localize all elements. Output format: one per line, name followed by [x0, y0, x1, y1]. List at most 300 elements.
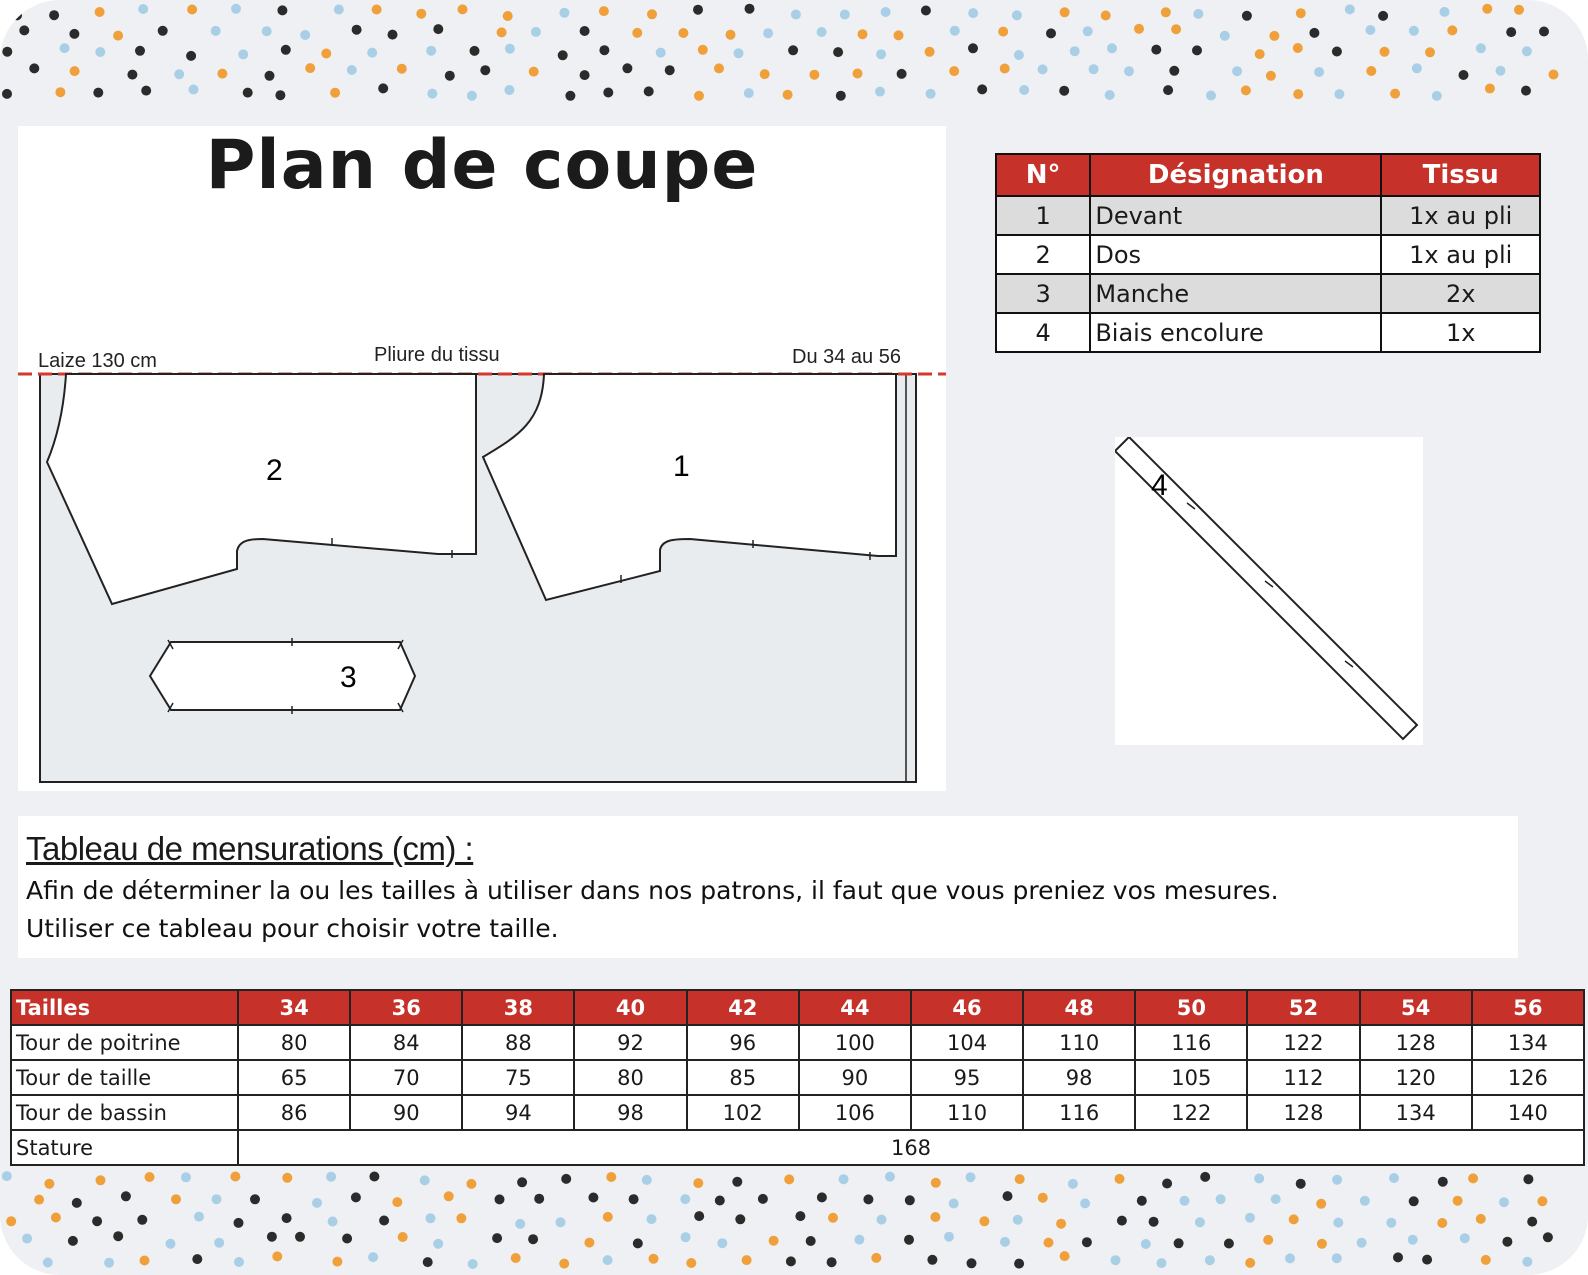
value-cell: 122 [1247, 1025, 1359, 1060]
piece-fabric-cell: 1x au pli [1381, 196, 1540, 235]
decor-dot [1134, 24, 1144, 34]
table-row [11, 1025, 1584, 1060]
decor-dot [1245, 1213, 1255, 1223]
decor-dot [927, 1255, 937, 1265]
decor-dot [211, 26, 221, 36]
value-cell: 92 [574, 1025, 686, 1060]
decor-dot [806, 1236, 816, 1246]
decor-dot [1447, 25, 1457, 35]
decor-dot [875, 87, 885, 97]
piece-num-cell: 4 [996, 313, 1090, 352]
decor-dot [1365, 25, 1375, 35]
value-cell: 98 [1023, 1060, 1135, 1095]
piece-name-cell: Biais encolure [1090, 313, 1381, 352]
decor-dot [397, 64, 407, 74]
decor-dot [921, 6, 931, 16]
decor-dot [897, 69, 907, 79]
decor-dot [529, 67, 539, 77]
decor-dot [352, 25, 362, 35]
header-designation: Désignation [1090, 154, 1381, 196]
decor-dot [1522, 46, 1532, 56]
decor-dot [1174, 1238, 1184, 1248]
decor-dot [693, 5, 703, 15]
decor-dot [1485, 84, 1495, 94]
decor-dot [714, 63, 724, 73]
decor-dot [1380, 47, 1390, 57]
decor-dot [998, 27, 1008, 37]
decor-dot [378, 83, 388, 93]
decor-dot [528, 1234, 538, 1244]
value-cell: 126 [1472, 1060, 1584, 1095]
decor-dot [734, 48, 744, 58]
decor-dot [212, 1194, 222, 1204]
decor-dot [647, 1214, 657, 1224]
decor-dot [1195, 1217, 1205, 1227]
header-tailles: Tailles [11, 990, 238, 1025]
value-cell: 110 [911, 1095, 1023, 1130]
value-cell: 134 [1360, 1095, 1472, 1130]
decor-dot [1232, 66, 1242, 76]
decor-dot [681, 1232, 691, 1242]
decor-dot [1083, 26, 1093, 36]
decor-dot [1101, 11, 1111, 21]
decor-dot [1151, 45, 1161, 55]
decor-dot [217, 69, 227, 79]
decor-dot [930, 1212, 940, 1222]
decor-dot [786, 1256, 796, 1266]
decor-dot [22, 1234, 32, 1244]
decor-dot [49, 10, 59, 20]
value-cell: 112 [1247, 1060, 1359, 1095]
decor-dot [1514, 5, 1524, 15]
label-size-range: Du 34 au 56 [792, 346, 901, 368]
decor-dot [715, 1196, 725, 1206]
plan-title: Plan de coupe [205, 126, 759, 205]
decor-dot [2, 47, 12, 57]
decor-dot [1537, 1196, 1547, 1206]
decor-dot [1059, 86, 1069, 96]
decor-dot [92, 1216, 102, 1226]
measurements-title: Tableau de mensurations (cm) : [26, 830, 474, 867]
decor-dot [342, 1234, 352, 1244]
decor-dot [104, 1258, 114, 1268]
decor-dot [1105, 90, 1115, 100]
decor-dot [113, 31, 123, 41]
decor-dot [1070, 46, 1080, 56]
decor-dot [347, 65, 357, 75]
value-cell: 75 [462, 1060, 574, 1095]
decor-dot [735, 1214, 745, 1224]
decor-dot [420, 1175, 430, 1185]
decor-dot [742, 1255, 752, 1265]
decor-dot [34, 1195, 44, 1205]
decor-dot [1293, 89, 1303, 99]
decor-dot [565, 91, 575, 101]
value-cell: 80 [574, 1060, 686, 1095]
decor-dot [1521, 86, 1531, 96]
decor-dot [433, 24, 443, 34]
decor-dot [694, 91, 704, 101]
decor-dot [1012, 10, 1022, 20]
decor-dot [769, 1236, 779, 1246]
decor-dot [192, 1254, 202, 1264]
piece-fabric-cell: 1x [1381, 313, 1540, 352]
decor-dot [763, 28, 773, 38]
decor-dot [265, 71, 275, 81]
value-cell: 128 [1247, 1095, 1359, 1130]
decor-dot [904, 1235, 914, 1245]
decor-dot [1360, 1196, 1370, 1206]
decor-dot [1438, 1177, 1448, 1187]
decor-dot [1220, 31, 1230, 41]
decor-dot [96, 1175, 106, 1185]
decor-dot [1014, 1259, 1024, 1269]
decor-dot [968, 43, 978, 53]
decor-dot [642, 1175, 652, 1185]
decor-dot [456, 1213, 466, 1223]
decor-dot [556, 1217, 566, 1227]
value-cell: 90 [350, 1095, 462, 1130]
piece-fabric-cell: 2x [1381, 274, 1540, 313]
decor-dot [135, 46, 145, 56]
decor-dot [2, 1251, 12, 1261]
decor-dot [1082, 1237, 1092, 1247]
decor-dot [717, 1238, 727, 1248]
decor-dot [334, 5, 344, 15]
decor-dot [282, 1213, 292, 1223]
decor-dot [1459, 70, 1469, 80]
table-row [996, 196, 1540, 235]
decor-dot [1003, 1191, 1013, 1201]
decor-dot [1440, 7, 1450, 17]
decor-dot [1080, 1198, 1090, 1208]
decor-dot [644, 86, 654, 96]
piece-fabric-cell: 1x au pli [1381, 235, 1540, 274]
decor-dot [1425, 47, 1435, 57]
decor-dot [2, 89, 12, 99]
decor-dot [69, 29, 79, 39]
decor-dot [876, 49, 886, 59]
decor-dot [189, 85, 199, 95]
decor-dot [140, 1256, 150, 1266]
decor-dot [1000, 1237, 1010, 1247]
piece-num-cell: 1 [996, 196, 1090, 235]
decor-dot [783, 90, 793, 100]
decor-dot [1296, 1179, 1306, 1189]
decor-dot [1162, 1179, 1172, 1189]
decor-dot [1115, 1174, 1125, 1184]
value-cell: 100 [799, 1025, 911, 1060]
decor-dot [1266, 71, 1276, 81]
decor-dot [1468, 1173, 1478, 1183]
size-header: 48 [1023, 990, 1135, 1025]
decor-dot [633, 1238, 643, 1248]
value-cell: 85 [687, 1060, 799, 1095]
decor-dot [72, 1198, 82, 1208]
decor-dot [827, 1257, 837, 1267]
decor-dot [275, 90, 285, 100]
decor-dot [95, 47, 105, 57]
decor-dot [1242, 11, 1252, 21]
decor-dot [238, 49, 248, 59]
decor-dot [433, 1239, 443, 1249]
decor-dot [1089, 64, 1099, 74]
value-cell: 84 [350, 1025, 462, 1060]
decor-dot [732, 1177, 742, 1187]
decor-dot [93, 88, 103, 98]
piece-number: 4 [1151, 469, 1168, 502]
decor-dot [467, 91, 477, 101]
decor-dot [113, 1231, 123, 1241]
value-cell: 86 [238, 1095, 350, 1130]
dots-border-top [0, 0, 1588, 110]
decor-dot [1019, 85, 1029, 95]
decor-dot [606, 1172, 616, 1182]
measurements-line-1: Afin de déterminer la ou les tailles à utiliser dans nos patrons, il faut que vous preniez vos mesures. [26, 876, 1279, 905]
table-row [996, 313, 1540, 352]
decor-dot [444, 1191, 454, 1201]
stature-value: 168 [238, 1130, 1584, 1165]
decor-dot [497, 27, 507, 37]
decor-dot [881, 7, 891, 17]
decor-dot [925, 47, 935, 57]
measurements-info-panel [18, 816, 1518, 958]
decor-dot [277, 5, 287, 15]
value-cell: 134 [1472, 1025, 1584, 1060]
piece-name-cell: Devant [1090, 196, 1381, 235]
size-header: 44 [799, 990, 911, 1025]
decor-dot [1205, 1255, 1215, 1265]
decor-dot [1117, 1216, 1127, 1226]
decor-dot [1481, 1255, 1491, 1265]
bias-piece-panel [1115, 437, 1423, 745]
decor-dot [1044, 1238, 1054, 1248]
decor-dot [698, 45, 708, 55]
decor-dot [6, 1216, 16, 1226]
decor-dot [784, 1174, 794, 1184]
decor-dot [1409, 26, 1419, 36]
value-cell: 65 [238, 1060, 350, 1095]
decor-dot [1193, 9, 1203, 19]
decor-dot [656, 48, 666, 58]
decor-dot [1432, 91, 1442, 101]
decor-dot [950, 26, 960, 36]
size-header: 36 [350, 990, 462, 1025]
sizes-table-header [11, 990, 1584, 1025]
decor-dot [503, 11, 513, 21]
table-row [996, 274, 1540, 313]
decor-dot [817, 27, 827, 37]
decor-dot [243, 88, 253, 98]
decor-dot [622, 63, 632, 73]
decor-dot [1255, 49, 1265, 59]
decor-dot [853, 69, 863, 79]
value-cell: 98 [574, 1095, 686, 1130]
size-header: 56 [1472, 990, 1584, 1025]
piece-name-cell: Manche [1090, 274, 1381, 313]
decor-dot [1522, 1257, 1532, 1267]
decor-dot [649, 1254, 659, 1264]
decor-dot [1412, 63, 1422, 73]
decor-dot [1476, 43, 1486, 53]
decor-dot [181, 1172, 191, 1182]
decor-dot [328, 1217, 338, 1227]
decor-dot [1476, 1214, 1486, 1224]
decor-dot [1314, 67, 1324, 77]
decor-dot [580, 26, 590, 36]
decor-dot [531, 27, 541, 37]
decor-dot [1408, 1235, 1418, 1245]
decor-dot [426, 1213, 436, 1223]
decor-dot [511, 1253, 521, 1263]
decor-dot [599, 6, 609, 16]
measurements-line-2: Utiliser ce tableau pour choisir votre taille. [26, 914, 559, 943]
decor-dot [137, 1215, 147, 1225]
size-header: 52 [1247, 990, 1359, 1025]
decor-dot [1366, 66, 1376, 76]
decor-dot [726, 30, 736, 40]
decor-dot [1171, 24, 1181, 34]
size-header: 54 [1360, 990, 1472, 1025]
row-label: Tour de poitrine [11, 1025, 238, 1060]
decor-dot [833, 47, 843, 57]
decor-dot [665, 65, 675, 75]
decor-dot [1390, 89, 1400, 99]
value-cell: 140 [1472, 1095, 1584, 1130]
decor-dot [977, 84, 987, 94]
value-cell: 110 [1023, 1025, 1135, 1060]
value-cell: 96 [687, 1025, 799, 1060]
pieces-table [995, 153, 1541, 353]
decor-dot [1245, 1258, 1255, 1268]
decor-dot [332, 1257, 342, 1267]
decor-dot [1296, 8, 1306, 18]
decor-dot [282, 1173, 292, 1183]
decor-dot [272, 1251, 282, 1261]
decor-dot [603, 1212, 613, 1222]
size-header: 38 [462, 990, 574, 1025]
decor-dot [1285, 1253, 1295, 1263]
decor-dot [1271, 1194, 1281, 1204]
decor-dot [505, 44, 515, 54]
decor-dot [1169, 66, 1179, 76]
value-cell: 80 [238, 1025, 350, 1060]
decor-dot [468, 1259, 478, 1269]
decor-dot [968, 8, 978, 18]
decor-dot [214, 1238, 224, 1248]
decor-dot [817, 1192, 827, 1202]
decor-dot [1527, 1217, 1537, 1227]
decor-dot [839, 1174, 849, 1184]
decor-dot [1386, 1218, 1396, 1228]
decor-dot [885, 1172, 895, 1182]
piece-number: 2 [266, 454, 283, 487]
decor-dot [828, 1213, 838, 1223]
decor-dot [1482, 4, 1492, 14]
decor-dot [795, 1211, 805, 1221]
decor-dot [836, 91, 846, 101]
decor-dot [68, 1236, 78, 1246]
decor-dot [1013, 1215, 1023, 1225]
decor-dot [858, 29, 868, 39]
decor-dot [372, 5, 382, 15]
decor-dot [427, 89, 437, 99]
decor-dot [791, 10, 801, 20]
decor-dot [121, 1191, 131, 1201]
decor-dot [262, 26, 272, 36]
decor-dot [1068, 1179, 1078, 1189]
decor-dot [584, 1238, 594, 1248]
decor-dot [905, 1195, 915, 1205]
cutting-plan-drawing [18, 126, 946, 791]
decor-dot [234, 1257, 244, 1267]
value-cell: 90 [799, 1060, 911, 1095]
decor-dot [1107, 43, 1117, 53]
decor-dot [29, 63, 39, 73]
decor-dot [1496, 66, 1506, 76]
piece-number: 3 [340, 661, 357, 694]
decor-dot [423, 1257, 433, 1267]
value-cell: 106 [799, 1095, 911, 1130]
piece-number: 1 [673, 450, 690, 483]
decor-dot [588, 1193, 598, 1203]
decor-dot [894, 30, 904, 40]
decor-dot [871, 1253, 881, 1263]
decor-dot [1499, 1197, 1509, 1207]
decor-dot [629, 1194, 639, 1204]
decor-dot [51, 1213, 61, 1223]
decor-dot [416, 9, 426, 19]
decor-dot [174, 69, 184, 79]
value-cell: 94 [462, 1095, 574, 1130]
decor-dot [561, 1174, 571, 1184]
piece-num-cell: 3 [996, 274, 1090, 313]
size-header: 42 [687, 990, 799, 1025]
decor-dot [171, 1194, 181, 1204]
table-row [996, 235, 1540, 274]
decor-dot [1206, 91, 1216, 101]
decor-dot [321, 49, 331, 59]
header-num: N° [996, 154, 1090, 196]
decor-dot [1269, 31, 1279, 41]
decor-dot [1141, 1239, 1151, 1249]
decor-dot [2, 1171, 12, 1181]
decor-dot [267, 1232, 277, 1242]
decor-dot [312, 1198, 322, 1208]
decor-dot [599, 45, 609, 55]
piece-num-cell: 2 [996, 235, 1090, 274]
decor-dot [367, 48, 377, 58]
decor-dot [926, 89, 936, 99]
decor-dot [1038, 64, 1048, 74]
value-cell: 105 [1135, 1060, 1247, 1095]
decor-dot [877, 1215, 887, 1225]
decor-dot [1357, 1238, 1367, 1248]
decor-dot [60, 43, 70, 53]
cutting-plan-panel [18, 126, 946, 791]
decor-dot [558, 50, 568, 60]
bias-piece-drawing [1115, 437, 1423, 745]
decor-dot [694, 1211, 704, 1221]
value-cell: 95 [911, 1060, 1023, 1095]
decor-dot [1056, 1219, 1066, 1229]
value-cell: 104 [911, 1025, 1023, 1060]
decor-dot [388, 30, 398, 40]
decor-dot [379, 1216, 389, 1226]
decor-dot [480, 65, 490, 75]
decor-dot [967, 1258, 977, 1268]
decor-dot [1332, 1253, 1342, 1263]
